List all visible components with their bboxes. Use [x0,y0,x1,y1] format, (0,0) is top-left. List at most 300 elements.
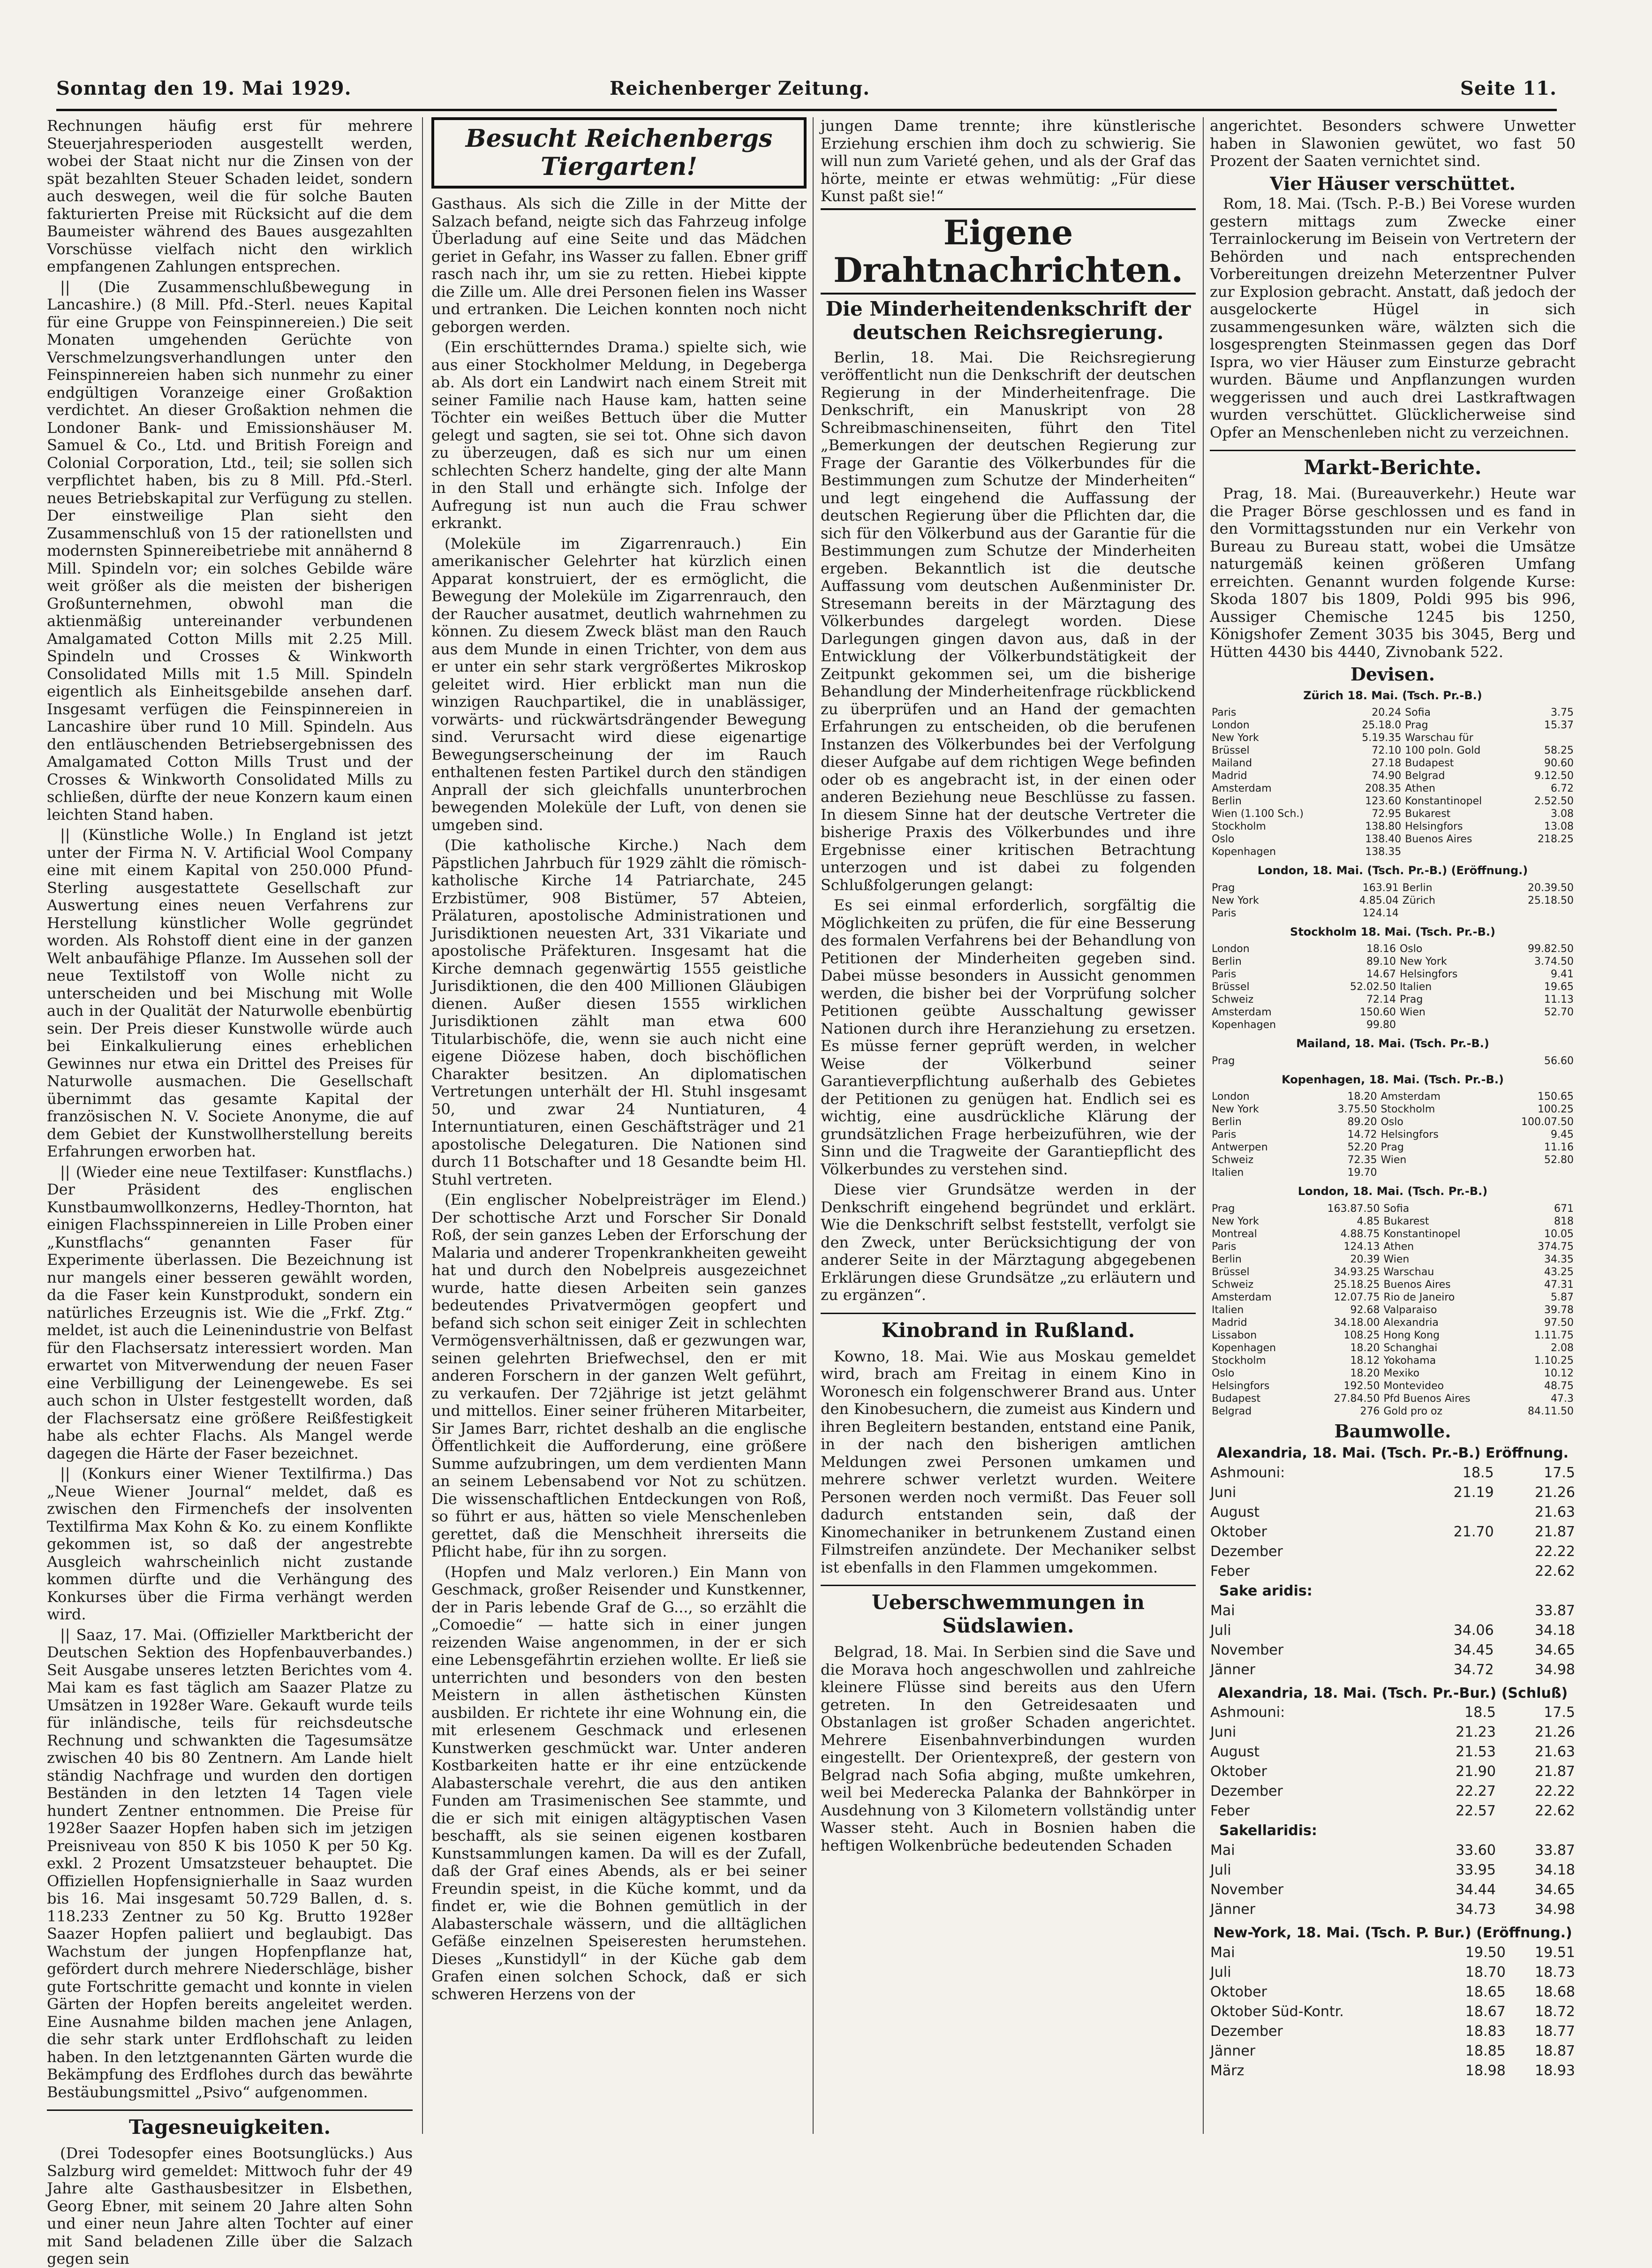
article-paragraph: Es sei einmal erforderlich, sorgfältig die Möglichkeiten zu prüfen, die für eine Besserung des formalen Verfahrens bei der Behandlung von Petitionen der Minderheiten gegeben sind. Dabei müsse besonders in Aussicht genommen werden, die bisher bei der Vorprüfung solcher Petitionen geübte Ausschaltung gewisser Nationen durch ihre Heranziehung zu ersetzen. Es müsse ferner geprüft werden, in welcher Weise der Völkerbund seiner Garantieverpflichtung außerhalb des Gebietes der Petitionen zu genügen hat. Endlich sei es wichtig, eine ausdrückliche Klärung der grundsätzlichen Frage herbeizuführen, wie der Sinn und die Tragweite der Garantiepflicht des Völkerbundes zu verstehen sind. [821,896,1196,1178]
cotton-price: 34.98 [1535,1901,1575,1918]
cotton-month: Juni [1210,1484,1237,1501]
currency-place: Belgrad [1405,770,1445,782]
cotton-month: Feber [1210,1803,1250,1819]
currency-place: Prag [1212,1202,1235,1215]
table-row [1210,1380,1576,1392]
cotton-price: 22.62 [1535,1803,1575,1819]
currency-place: Hong Kong [1383,1329,1440,1341]
cotton-month: November [1210,1641,1284,1658]
table-row [1210,968,1576,981]
currency-rate [1355,1055,1375,1067]
currency-place [1401,907,1475,920]
table-row [1210,1006,1576,1019]
market-table-heading: Stockholm 18. Mai. (Tsch. Pr.-B.) [1290,925,1495,938]
currency-place: Montevideo [1383,1380,1444,1392]
currency-rate: 25.18.50 [1528,894,1574,907]
cotton-month: Sake aridis: [1219,1582,1313,1599]
cotton-table-heading: New-York, 18. Mai. (Tsch. P. Bur.) (Eröffnung.) [1213,1925,1572,1941]
currency-rate: 72.95 [1372,808,1402,820]
table-row [1210,1641,1576,1660]
currency-rate: 138.80 [1365,821,1402,832]
currency-place: Brüssel [1212,981,1250,993]
table-row [1210,1463,1576,1483]
currency-place: Brüssel [1212,745,1250,756]
cotton-price: 18.83 [1465,2023,1506,2040]
currency-place: Athen [1383,1240,1414,1253]
table-row [1210,1581,1576,1601]
table-row [1210,1266,1576,1278]
cotton-price: 21.90 [1456,1763,1496,1780]
currency-rate: 84.11.50 [1528,1405,1574,1417]
currency-rate: 100.25 [1538,1104,1574,1115]
currency-place: Sofia [1383,1202,1410,1215]
table-row [1210,1103,1576,1116]
currency-place: New York [1212,1104,1259,1115]
market-table-heading: Zürich 18. Mai. (Tsch. Pr.-B.) [1303,688,1482,702]
currency-place: Prag [1380,1142,1404,1153]
currency-rate [1496,1019,1576,1031]
cotton-price: 21.19 [1453,1484,1494,1501]
currency-rate: 671 [1554,1202,1574,1215]
table-row [1210,1483,1576,1503]
cotton-price: 19.50 [1465,1944,1506,1961]
currency-place: Konstantinopel [1383,1228,1461,1240]
cotton-price: 18.67 [1465,2003,1506,2020]
currency-rate: 20.39 [1350,1253,1380,1265]
currency-place: London [1212,943,1250,955]
cotton-price: 18.87 [1535,2042,1575,2059]
table-row [1210,882,1576,894]
currency-rate: 4.85.04 [1359,894,1399,907]
currency-rate: 108.25 [1343,1329,1380,1341]
currency-rate: 34.35 [1544,1253,1574,1265]
cotton-price: 21.63 [1535,1504,1575,1520]
cotton-month: Dezember [1210,1543,1283,1560]
currency-place: Bukarest [1383,1215,1429,1227]
cotton-month: Mai [1210,1944,1235,1961]
cotton-month: Dezember [1210,1783,1283,1799]
currency-place: Oslo [1212,833,1235,845]
currency-place: Buenos Aires [1383,1278,1451,1291]
currency-rate: 18.20 [1350,1367,1380,1379]
currency-rate: 15.37 [1544,719,1574,731]
currency-place: Mailand [1212,757,1252,769]
table-row [1210,833,1576,846]
cotton-price [1413,1503,1494,1522]
market-table-heading: London, 18. Mai. (Tsch. Pr.-B.) (Eröffnung.) [1257,864,1528,877]
cotton-month: August [1210,1744,1260,1760]
cotton-month: Oktober [1210,1523,1267,1540]
cotton-price: 18.93 [1535,2062,1575,2079]
table-row [1210,808,1576,820]
table-row [1210,719,1576,732]
currency-table [1210,1090,1576,1179]
currency-rate [1483,1166,1576,1179]
currency-place: New York [1212,894,1259,907]
article-paragraph: (Hopfen und Malz verloren.) Ein Mann von Geschmack, großer Reisender und Kunstkenner, der in Paris lebende Graf de G..., so erzählt die „Comoedie“ — hatte sich in einer jungen reizenden Waise angenommen, in der er sich eine Lebensgefährtin erziehen wollte. Er ließ sie unterrichten und besonders von den besten Meistern in allen ästhetischen Künsten ausbilden. Er richtete ihr eine Wohnung ein, die mit erlesenem Geschmack und erlesenen Kunstwerken geschmückt war. Unter anderen Kostbarkeiten hatte er ihr eine entzückende Alabasterschale verehrt, die aus den antiken Funden am Trasimenischen See stammte, und die er sich mit einigen altägyptischen Vasen beschafft, als sie seinen eigenen kostbaren Kunstsammlungen kamen. Da will es der Zufall, daß der Graf eines Abends, als er bei seiner Freundin speist, in die Küche kommt, und da findet er, wie die Bohnen gemütlich in der Alabasterschale wässern, und die alltäglichen Gefäße einzelnen Speiseresten herumstehen. Dieses „Kunstidyll“ in der Küche gab dem Grafen einen solchen Schock, daß er sich schweren Herzens von der [431,1563,807,2003]
currency-rate: 9.45 [1551,1129,1574,1141]
currency-place: Brüssel [1212,1266,1250,1278]
currency-place: Stockholm [1212,821,1266,832]
table-row [1210,1166,1576,1179]
table-row [1210,1304,1576,1316]
cotton-price: 21.87 [1535,1763,1575,1780]
currency-place: 100 poln. Gold [1405,745,1481,756]
currency-place: Alexandria [1383,1316,1439,1329]
article-paragraph: Diese vier Grundsätze werden in der Denkschrift eingehend begründet und erklärt. Wie die Denkschrift selbst feststellt, verfolgt sie den Zweck, unter Berücksichtigung der von anderer Seite in der Märztagung abgegebenen Erklärungen diese Grundsätze „zu erläutern und zu ergänzen“. [821,1180,1196,1304]
cotton-price: 21.53 [1456,1744,1496,1760]
currency-rate: 25.18.0 [1362,719,1402,731]
currency-place: Berlin [1402,882,1433,894]
currency-place: New York [1399,956,1447,968]
table-row [1210,1542,1576,1562]
currency-rate: 163.91 [1362,882,1399,894]
currency-rate: 14.67 [1366,968,1396,980]
currency-place: Konstantinopel [1405,795,1482,807]
table-row [1210,782,1576,795]
market-table-heading: London, 18. Mai. (Tsch. Pr.-B.) [1297,1185,1488,1198]
table-row [1210,1821,1576,1841]
section-heading: Eigene Drahtnachrichten. [821,208,1196,295]
currency-place: Wien (1.100 Sch.) [1212,808,1304,820]
currency-place: Valparaiso [1383,1304,1437,1316]
cotton-price [1413,1542,1494,1562]
currency-place: Warschau für [1405,732,1473,744]
currency-place: Warschau [1383,1266,1434,1278]
currency-rate: 124.14 [1362,907,1399,919]
table-row [1210,1660,1576,1680]
currency-place: Paris [1212,707,1237,718]
column-1 [47,117,413,2268]
article-paragraph: (Drei Todesopfer eines Bootsunglücks.) Aus Salzburg wird gemeldet: Mittwoch fuhr der 49 Jahre alte Gasthausbesitzer in Elsbethen, Georg Ebner, mit seinem 20 Jahre alten Sohn und einer neun Jahre alten Tochter auf einer mit Sand beladenen Zille über die Salzach gegen sein [47,2144,413,2268]
market-table-heading: Mailand, 18. Mai. (Tsch. Pr.-B.) [1296,1037,1489,1050]
currency-rate [1516,732,1576,744]
cotton-price [1494,1581,1576,1601]
currency-place: Sofia [1405,707,1431,718]
currency-place: Kopenhagen [1212,1342,1276,1354]
currency-rate: 13.08 [1544,821,1574,832]
currency-place: Schweiz [1212,1278,1254,1291]
cotton-price: 21.26 [1535,1484,1575,1501]
currency-rate: 4.88.75 [1340,1228,1380,1240]
cotton-month: Oktober [1210,1763,1267,1780]
cotton-price [1413,1581,1494,1601]
cotton-price [1496,1821,1576,1841]
currency-place: London [1212,1091,1250,1103]
currency-table [1210,1202,1576,1418]
currency-place: Amsterdam [1212,1006,1272,1018]
currency-rate: 1.11.75 [1534,1329,1574,1341]
cotton-month: August [1210,1504,1260,1520]
article-paragraph: || (Konkurs einer Wiener Textilfirma.) Das „Neue Wiener Journal“ meldet, daß es zwischen den Firmenchefs der insolventen Textilfirma Max Kohn & Ko. zu einem Konflikte gekommen ist, so daß der angestrebte Ausgleich wahrscheinlich nicht zustande kommen dürfte und die Verhängung des Konkurses über die Firma verhängt werden wird. [47,1465,413,1623]
market-table-heading: Kopenhagen, 18. Mai. (Tsch. Pr.-B.) [1282,1073,1504,1086]
currency-place: Paris [1212,1240,1237,1253]
article-paragraph: Kowno, 18. Mai. Wie aus Moskau gemeldet wird, brach am Freitag in einem Kino in Woronesch ein folgenschwerer Brand aus. Unter den Kinobesuchern, die zumeist aus Kindern und ihren Begleitern bestanden, entstand eine Panik, in der nach den bisherigen amtlichen Meldungen zwei Personen umkamen und mehrere schwer verletzt wurden. Weitere Personen werden noch vermißt. Das Feuer soll dadurch entstanden sein, daß der Kinomechaniker in betrunkenem Zustand einen Filmstreifen anzündete. Der Mechaniker selbst ist ebenfalls in den Flammen umgekommen. [821,1347,1196,1576]
column-divider [422,117,423,2134]
currency-rate: 3.08 [1551,808,1574,820]
currency-place: Zürich [1402,894,1435,907]
currency-rate: 123.60 [1365,795,1402,807]
currency-place: Paris [1212,907,1237,919]
currency-rate: 2.52.50 [1534,795,1574,807]
cotton-month: Ashmouni: [1210,1704,1285,1721]
currency-rate: 1.10.25 [1534,1354,1574,1367]
currency-place: Oslo [1380,1116,1403,1128]
cotton-month: Jänner [1210,1661,1256,1678]
table-row [1210,795,1576,808]
currency-place: Madrid [1212,770,1247,782]
section-heading: Tagesneuigkeiten. [47,2109,413,2139]
currency-table [1210,943,1576,1031]
currency-rate: 48.75 [1544,1380,1574,1392]
currency-place: Stockholm [1212,1354,1266,1367]
table-row [1210,1503,1576,1522]
table-row [1210,1860,1576,1880]
currency-place: Gold pro oz [1383,1405,1443,1417]
currency-place [1379,1166,1483,1179]
table-row [1210,770,1576,782]
table-row [1210,744,1576,757]
currency-place: Prag [1212,1055,1235,1067]
table-row [1210,1841,1576,1860]
cotton-price: 18.5 [1462,1464,1494,1481]
cotton-month: Oktober Süd-Kontr. [1210,2003,1344,2020]
cotton-price: 18.98 [1465,2062,1506,2079]
table-row [1210,993,1576,1006]
table-row [1210,1329,1576,1342]
currency-place [1403,846,1516,858]
table-row [1210,1943,1576,1963]
cotton-price: 34.44 [1456,1882,1496,1898]
cotton-price: 34.72 [1453,1661,1494,1678]
currency-place: Athen [1405,783,1435,794]
table-row [1210,1240,1576,1253]
currency-place: London [1212,719,1250,731]
table-row [1210,1278,1576,1291]
cotton-price: 33.87 [1535,1602,1575,1619]
cotton-month: Oktober [1210,1983,1267,2000]
currency-tables [1210,687,1576,1418]
cotton-price: 18.73 [1535,1964,1575,1981]
currency-rate [1516,846,1576,858]
currency-place: Montreal [1212,1228,1257,1240]
currency-place: Belgrad [1212,1405,1252,1417]
cotton-price: 18.85 [1465,2042,1506,2059]
currency-rate: 276 [1360,1405,1380,1417]
currency-place: Helsingfors [1212,1380,1270,1392]
currency-place: Prag [1399,994,1423,1005]
currency-rate: 163.87.50 [1327,1202,1380,1215]
cotton-month: Feber [1210,1563,1250,1580]
table-row [1210,955,1576,968]
currency-place: Wien [1380,1154,1407,1166]
cotton-price [1413,1562,1494,1581]
currency-rate: 89.10 [1366,956,1396,968]
cotton-month: März [1210,2062,1245,2079]
currency-place: Oslo [1399,943,1423,955]
cotton-price: 18.77 [1535,2023,1575,2040]
currency-place: Kopenhagen [1212,846,1276,858]
cotton-heading: Baumwolle. [1334,1420,1451,1442]
currency-place: New York [1212,1215,1259,1227]
cotton-price: 18.5 [1464,1704,1496,1721]
table-row [1210,1405,1576,1418]
masthead-rule [56,109,1557,111]
cotton-month: Mai [1210,1602,1235,1619]
currency-rate: 6.72 [1551,783,1574,794]
cotton-price: 34.65 [1535,1641,1575,1658]
currency-rate: 99.82.50 [1528,943,1574,955]
currency-rate: 47.31 [1544,1278,1574,1291]
article-headline: Vier Häuser verschüttet. [1270,173,1516,194]
currency-place: Oslo [1212,1367,1235,1379]
masthead [56,77,1557,106]
currency-rate [1475,907,1576,920]
cotton-price: 34.18 [1535,1622,1575,1639]
cotton-month: Sakellaridis: [1219,1822,1317,1839]
table-row [1210,1291,1576,1304]
cotton-price: 21.23 [1456,1724,1496,1740]
currency-rate: 27.84.50 [1334,1392,1380,1405]
cotton-month: Ashmouni: [1210,1464,1285,1481]
currency-rate: 90.60 [1544,757,1574,769]
currency-place: Pfd Buenos Aires [1383,1392,1471,1405]
currency-rate: 52.80 [1544,1154,1574,1166]
currency-rate: 47.3 [1551,1392,1574,1405]
currency-place: Buenos Aires [1405,833,1472,845]
cotton-tables [1210,1444,1576,2081]
article-paragraph: jungen Dame trennte; ihre künstlerische Erziehung erschien ihm doch zu schwierig. Sie will nun zum Varieté gehen, und als der Graf das hörte, meinte er etwas wehmütig: „Für diese Kunst paßt sie!“ [821,117,1196,205]
currency-rate: 5.19.35 [1362,732,1402,744]
article-paragraph: (Moleküle im Zigarrenrauch.) Ein amerikanischer Gelehrter hat kürzlich einen Apparat konstruiert, der es ermöglicht, die Bewegung der Moleküle im Zigarrenrauch, den der Raucher ausatmet, deutlich wahrnehmen zu können. Zu diesem Zweck bläst man den Rauch aus dem Munde in einen Trichter, von dem aus er unter ein sehr stark vergrößertes Mikroskop geleitet wird. Hier erblickt man nun die winzigen Rauchpartikel, die in unablässiger, vorwärts- und rückwärtsdrängender Bewegung sind. Verursacht wird diese eigenartige Bewegungserscheinung der im Rauch enthaltenen festen Partikel durch den ständigen Anprall der sich gleichfalls ununterbrochen bewegenden Moleküle der Luft, von denen sie umgeben sind. [431,534,807,834]
article-headline: Kinobrand in Rußland. [821,1313,1196,1342]
table-row [1210,2022,1576,2041]
currency-rate: 89.20 [1347,1116,1377,1128]
currency-rate: 52.20 [1347,1142,1377,1153]
table-row [1210,1154,1576,1166]
currency-place: Amsterdam [1212,1291,1272,1303]
currency-place: Budapest [1212,1392,1261,1405]
table-row [1210,1963,1576,1982]
currency-place: Lissabon [1212,1329,1257,1341]
currency-place: Italien [1212,1304,1244,1316]
column-3 [821,117,1196,2134]
currency-place: Schanghai [1383,1342,1438,1354]
currency-place: Italien [1399,981,1432,993]
cotton-month: Mai [1210,1842,1235,1859]
currency-rate: 72.14 [1366,994,1396,1005]
currency-place: Yokohama [1383,1354,1436,1367]
cotton-month: Juli [1210,1964,1231,1981]
currency-rate: 124.13 [1343,1240,1380,1253]
currency-place: Rio de Janeiro [1383,1291,1455,1303]
table-row [1210,1316,1576,1329]
table-row [1210,732,1576,744]
advertisement-banner: Besucht Reichenbergs Tiergarten! [431,117,807,189]
currency-rate: 10.12 [1544,1367,1574,1379]
table-row [1210,1090,1576,1103]
currency-rate: 138.35 [1365,846,1402,858]
newspaper-title: Reichenberger Zeitung. [610,77,870,99]
table-row [1210,1055,1576,1067]
currency-place: Helsingfors [1399,968,1458,980]
cotton-price: 22.62 [1535,1563,1575,1580]
cotton-price: 34.45 [1453,1641,1494,1658]
currency-rate: 9.12.50 [1534,770,1574,782]
article-paragraph: angerichtet. Besonders schwere Unwetter haben in Slawonien gewütet, wo fast 50 Prozent der Saaten vernichtet sind. [1210,117,1576,170]
table-row [1210,1562,1576,1581]
cotton-table [1210,1703,1576,1920]
currency-rate: 150.65 [1538,1091,1574,1103]
table-row [1210,1782,1576,1801]
cotton-price: 34.06 [1453,1622,1494,1639]
article-paragraph: || (Wieder eine neue Textilfaser: Kunstflachs.) Der Präsident des englischen Kunstbaumwollkonzerns, Hedley-Thornton, hat einigen Flachsspinnereien in Lille Proben einer „Kunstflachs“ genannten Faser für Experimente überlassen. Die Bezeichnung ist nur mangels einer besseren gewählt worden, da die Faser kein Kunstprodukt, sondern ein natürliches Erzeugnis ist. Wie die „Frkf. Ztg.“ meldet, ist auch die Leinenindustrie von Belfast für den Flachsersatz interessiert worden. Man erwartet von Mitverwendung der neuen Faser eine Verbilligung der Leinengewebe. Es sei auch schon in Ulster festgestellt worden, daß der Flachsersatz eine größere Reißfestigkeit habe als echter Flachs. Als Mangel werde dagegen die Härte der Faser bezeichnet. [47,1163,413,1462]
currency-rate: 11.16 [1544,1142,1574,1153]
table-row [1210,1522,1576,1542]
table-row [1210,1342,1576,1354]
cotton-price: 18.70 [1465,1964,1506,1981]
cotton-table [1210,1943,1576,2081]
article-paragraph: (Ein englischer Nobelpreisträger im Elend.) Der schottische Arzt und Forscher Sir Donald Roß, der sein ganzes Leben der Erforschung der Malaria und anderer Tropenkrankheiten geweiht hat und durch den Nobelpreis ausgezeichnet wurde, hatte diesen Arbeiten sein ganzes bedeutendes Privatvermögen geopfert und befand sich schon seit einiger Zeit in schlechten Vermögensverhältnissen, daß er gezwungen war, seinen gelehrten Briefwechsel, den er mit anderen Forschern in der ganzen Welt geführt, zu verkaufen. Der 72jährige ist jetzt gelähmt und mittellos. Einer seiner früheren Mitarbeiter, Sir James Barr, richtet deshalb an die englische Öffentlichkeit die Aufforderung, eine größere Summe aufzubringen, um dem verdienten Mann an seinem Lebensabend vor Not zu schützen. Die wissenschaftlichen Entdeckungen von Roß, so führt er aus, hätten so viele Menschenleben gerettet, daß die Menschheit ihrerseits die Pflicht habe, für ihn zu sorgen. [431,1191,807,1560]
table-row [1210,943,1576,955]
cotton-price: 21.26 [1535,1724,1575,1740]
table-row [1210,981,1576,993]
table-row [1210,1703,1576,1723]
table-row [1210,1202,1576,1215]
cotton-price: 34.98 [1535,1661,1575,1678]
currency-rate: 52.70 [1544,1006,1574,1018]
currency-rate: 58.25 [1544,745,1574,756]
article-paragraph: Belgrad, 18. Mai. In Serbien sind die Save und die Morava hoch angeschwollen und zahlreiche kleinere Flüsse sind bereits aus den Ufern getreten. In den Getreidesaaten und Obstanlagen ist großer Schaden angerichtet. Mehrere Eisenbahnverbindungen wurden eingestellt. Der Orientexpreß, der gestern von Belgrad nach Sofia abging, mußte umkehren, weil bei Mederecka Palanka der Bahnkörper in Ausdehnung von 3 Kilometern vollständig unter Wasser steht. Auch in Bosnien haben die heftigen Wolkenbrüche bedeutenden Schaden [821,1643,1196,1854]
cotton-month: Juli [1210,1622,1231,1639]
cotton-price: 18.68 [1535,1983,1575,2000]
cotton-price: 17.5 [1544,1464,1575,1481]
currency-rate: 374.75 [1538,1240,1574,1253]
cotton-price: 19.51 [1535,1944,1575,1961]
currency-table [1210,882,1576,920]
currency-place: Stockholm [1380,1104,1435,1115]
cotton-month: Juni [1210,1724,1237,1740]
currency-rate: 20.39.50 [1528,882,1574,894]
currency-place: Paris [1212,1129,1237,1141]
article-paragraph: (Die katholische Kirche.) Nach dem Päpstlichen Jahrbuch für 1929 zählt die römisch-katholische Kirche 14 Patriarchate, 245 Erzbistümer, 908 Bistümer, 57 Abteien, Prälaturen, apostolische Administrationen und Jurisdiktionen neuesten Art, 331 Vikariate und apostolische Präfekturen. Insgesamt hat die Kirche demnach gegenwärtig 1555 geistliche Jurisdiktionen, die den 400 Millionen Gläubigen dienen. Außer diesen 1555 wirklichen Jurisdiktionen zählt man etwa 600 Titularbischöfe, die, wenn sie auch nicht eine eigene Diözese haben, doch bischöflichen Charakter besitzen. An diplomatischen Vertretungen unterhält der Hl. Stuhl insgesamt 50, und zwar 24 Nuntiaturen, 4 Internuntiaturen, einen Geschäftsträger und 21 apostolische Delegaturen. Die Nationen sind durch 11 Botschafter und 18 Gesandte beim Hl. Stuhl vertreten. [431,836,807,1188]
currency-rate: 19.70 [1347,1167,1377,1179]
currency-place: Bukarest [1405,808,1451,820]
currency-place: Schweiz [1212,994,1254,1005]
cotton-price: 33.60 [1456,1842,1496,1859]
cotton-price: 17.5 [1544,1704,1575,1721]
table-row [1210,1880,1576,1900]
cotton-table-heading: Alexandria, 18. Mai. (Tsch. Pr.-Bur.) (Schluß) [1217,1685,1568,1701]
article-paragraph: || (Die Zusammenschlußbewegung in Lancashire.) (8 Mill. Pfd.-Sterl. neues Kapital für eine Gruppe von Feinspinnereien.) Die seit Monaten umgehenden Gerüchte von Verschmelzungsverhandlungen unter den Feinspinnereien haben sich nunmehr zu einer endgültigen Voranzeige einer Großaktion verdichtet. An dieser Großaktion nehmen die Londoner Bank- und Emissionshäuser M. Samuel & Co., Ltd. und British Foreign and Colonial Corporation, Ltd., teil; sie sollen sich verpflichtet haben, bis zu 8 Mill. Pfd.-Sterl. neues Betriebskapital zur Verfügung zu stellen. Der einstweilige Plan sieht den Zusammenschluß von 15 der rationellsten und modernsten Spinnereibetriebe mit annähernd 8 Mill. Spindeln vor; ein solches Gebilde wäre weit größer als die meisten der bisherigen Großunternehmen, obwohl man die aktienmäßig untereinander verbundenen Amalgamated Cotton Mills mit 2.25 Mill. Spindeln und Crosses & Winkworth Consolidated Mills mit 1.5 Mill. Spindeln eigentlich als Einheitsgebilde ansehen darf. Insgesamt verfügen die Feinspinnereien in Lancashire über rund 10 Mill. Spindeln. Aus den entläuschenden Betriebsergebnissen des Amalgamated Cotton Mills Trust und der Crosses & Winkworth Consolidated Mills zu schließen, dürfte der neue Konzern kaum einen leichten Stand haben. [47,278,413,824]
cotton-price [1413,1601,1494,1621]
currency-rate: 138.40 [1365,833,1402,845]
currency-place: Paris [1212,968,1237,980]
table-row [1210,1141,1576,1154]
column-divider [1203,117,1204,2134]
table-row [1210,1228,1576,1240]
column-2 [431,117,807,2134]
currency-place: Madrid [1212,1316,1247,1329]
table-row [1210,1128,1576,1141]
article-headline: Ueberschwemmungen in Südslawien. [821,1585,1196,1638]
table-row [1210,907,1576,920]
article-headline: Die Minderheitendenkschrift der deutschen Reichsregierung. [825,297,1191,344]
currency-place: Berlin [1212,795,1242,807]
cotton-price: 22.27 [1456,1783,1496,1799]
currency-rate: 11.13 [1544,994,1574,1005]
cotton-table [1210,1463,1576,1680]
